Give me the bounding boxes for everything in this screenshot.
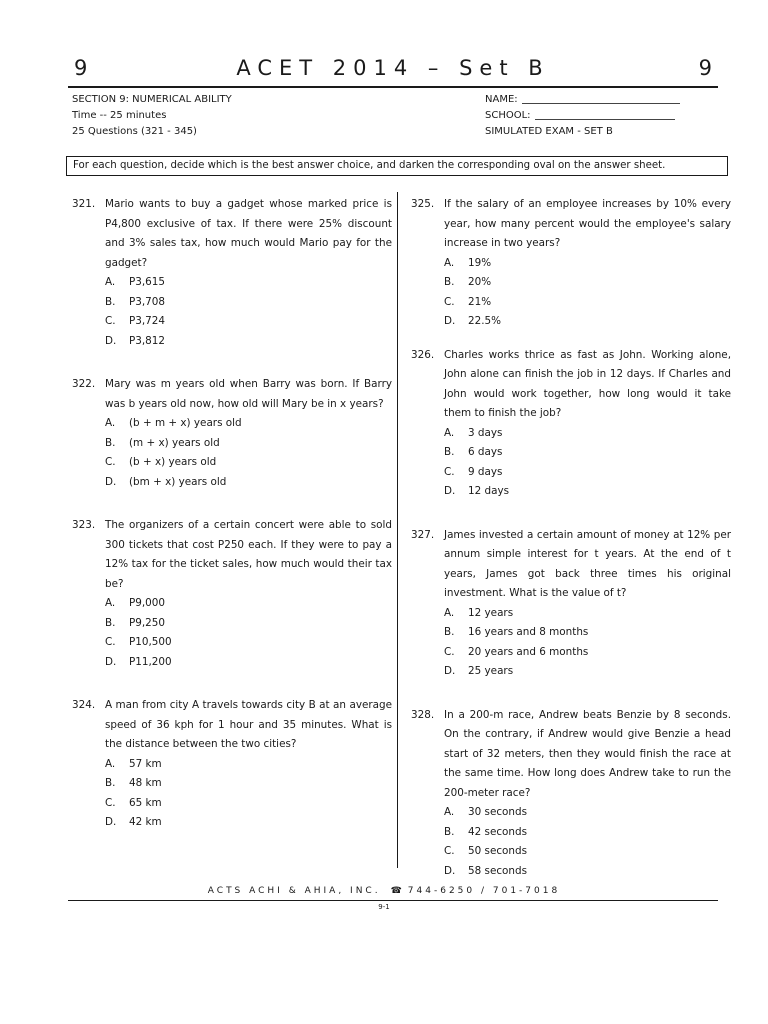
question-text: If the salary of an employee increases by 10% every year, how many percent would the employee's salary increase in two years?	[444, 198, 731, 249]
school-line	[485, 108, 680, 124]
name-line	[485, 92, 680, 108]
choice-c: C. (b + x) years old	[105, 456, 217, 468]
section-title: SECTION 9: NUMERICAL ABILITY	[72, 94, 232, 105]
choice-c: C. 65 km	[105, 796, 162, 809]
choice-d: D. 42 km	[105, 816, 162, 828]
choice-c: C. 20 years and 6 months	[444, 645, 589, 658]
choice-d: D. 58 seconds	[444, 864, 527, 877]
choice-d: D. (bm + x) years old	[105, 475, 227, 488]
header-rule	[68, 86, 718, 88]
telephone-icon: ☎	[390, 886, 402, 896]
page-header	[68, 56, 718, 88]
choice-a: A. (b + m + x) years old	[105, 417, 242, 429]
choice-a: A. P3,615	[105, 276, 166, 288]
exam-type: SIMULATED EXAM - SET B	[485, 126, 613, 137]
choice-a: A. 3 days	[444, 426, 503, 439]
choice-b: B. (m + x) years old	[105, 436, 220, 449]
choice-a: A. 12 years	[444, 606, 514, 619]
phone-numbers: 744-6250 / 701-7018	[407, 886, 561, 896]
choice-b: B. 20%	[444, 276, 492, 288]
question-number: 321.	[72, 198, 96, 210]
question-count: 25 Questions (321 - 345)	[72, 126, 197, 137]
question-number: 324.	[72, 699, 96, 711]
footer-page-number: 9-1	[378, 903, 390, 911]
question-number: 328.	[411, 708, 435, 721]
column-divider	[397, 192, 398, 868]
question-322	[72, 375, 392, 492]
question-number: 327.	[411, 528, 435, 541]
choice-a: A. P9,000	[105, 597, 166, 609]
choice-b: B. 6 days	[444, 446, 503, 458]
choice-c: C. P3,724	[105, 315, 166, 327]
question-325	[411, 195, 731, 332]
choice-c: C. P10,500	[105, 636, 172, 648]
question-324	[72, 696, 392, 833]
choice-c: C. 9 days	[444, 465, 503, 478]
choice-c: C. 21%	[444, 295, 492, 308]
question-text: In a 200-m race, Andrew beats Benzie by 8 seconds. On the contrary, if Andrew would give Benzie a head start of 32 meters, then they would finish the race at the same time. How long does Andrew take to run the 200-meter race?	[444, 708, 731, 799]
question-328	[411, 706, 731, 882]
choice-b: B. 48 km	[105, 777, 162, 789]
question-number: 322.	[72, 378, 96, 390]
right-column	[411, 195, 731, 881]
section-info	[72, 92, 232, 140]
question-text: Mario wants to buy a gadget whose marked price is P4,800 exclusive of tax. If there were 25% discount and 3% sales tax, how much would Mario pay for the gadget?	[105, 198, 392, 269]
choice-a: A. 57 km	[105, 757, 162, 770]
choice-a: A. 30 seconds	[444, 806, 527, 818]
instructions-box: For each question, decide which is the best answer choice, and darken the corresponding oval on the answer sheet.	[66, 156, 728, 176]
question-321	[72, 195, 392, 351]
question-327	[411, 526, 731, 682]
page-footer	[0, 886, 768, 896]
choice-b: B. 16 years and 8 months	[444, 626, 589, 638]
student-info	[485, 92, 680, 140]
choice-d: D. 22.5%	[444, 315, 502, 327]
school-field[interactable]	[535, 108, 675, 120]
exam-title: ACET 2014 – Set B	[236, 56, 550, 80]
school-label: SCHOOL:	[485, 110, 531, 121]
page-number-right: 9	[698, 56, 712, 80]
footer-rule	[68, 900, 718, 901]
question-number: 323.	[72, 519, 96, 531]
choice-d: D. 25 years	[444, 665, 514, 677]
name-field[interactable]	[522, 92, 680, 104]
question-text: James invested a certain amount of money at 12% per annum simple interest for t years. At the end of t years, James got back three times his original investment. What is the value of t?	[444, 528, 731, 599]
question-text: A man from city A travels towards city B at an average speed of 36 kph for 1 hour and 35 minutes. What is the distance between the two cities?	[105, 699, 392, 750]
page-number-left: 9	[74, 56, 88, 80]
choice-c: C. 50 seconds	[444, 845, 527, 857]
choice-a: A. 19%	[444, 256, 492, 269]
question-text: The organizers of a certain concert were able to sold 300 tickets that cost P250 each. If they were to pay a 12% tax for the ticket sales, how much would their tax be?	[105, 519, 392, 590]
question-323	[72, 516, 392, 672]
question-text: Mary was m years old when Barry was born. If Barry was b years old now, how old will Mary be in x years?	[105, 378, 392, 410]
left-column	[72, 195, 392, 833]
question-number: 326.	[411, 348, 435, 361]
question-text: Charles works thrice as fast as John. Working alone, John alone can finish the job in 12 days. If Charles and John would work together, how long would it take them to finish the job?	[444, 348, 731, 419]
choice-d: D. 12 days	[444, 485, 510, 497]
choice-b: B. P3,708	[105, 295, 166, 308]
choice-b: B. P9,250	[105, 616, 166, 629]
choice-d: D. P11,200	[105, 655, 172, 668]
question-326	[411, 346, 731, 502]
choice-d: D. P3,812	[105, 334, 166, 347]
name-label: NAME:	[485, 94, 518, 105]
company-name: ACTS ACHI & AHIA, INC.	[207, 886, 381, 896]
choice-b: B. 42 seconds	[444, 825, 527, 838]
question-number: 325.	[411, 198, 435, 210]
time-limit: Time -- 25 minutes	[72, 110, 167, 121]
